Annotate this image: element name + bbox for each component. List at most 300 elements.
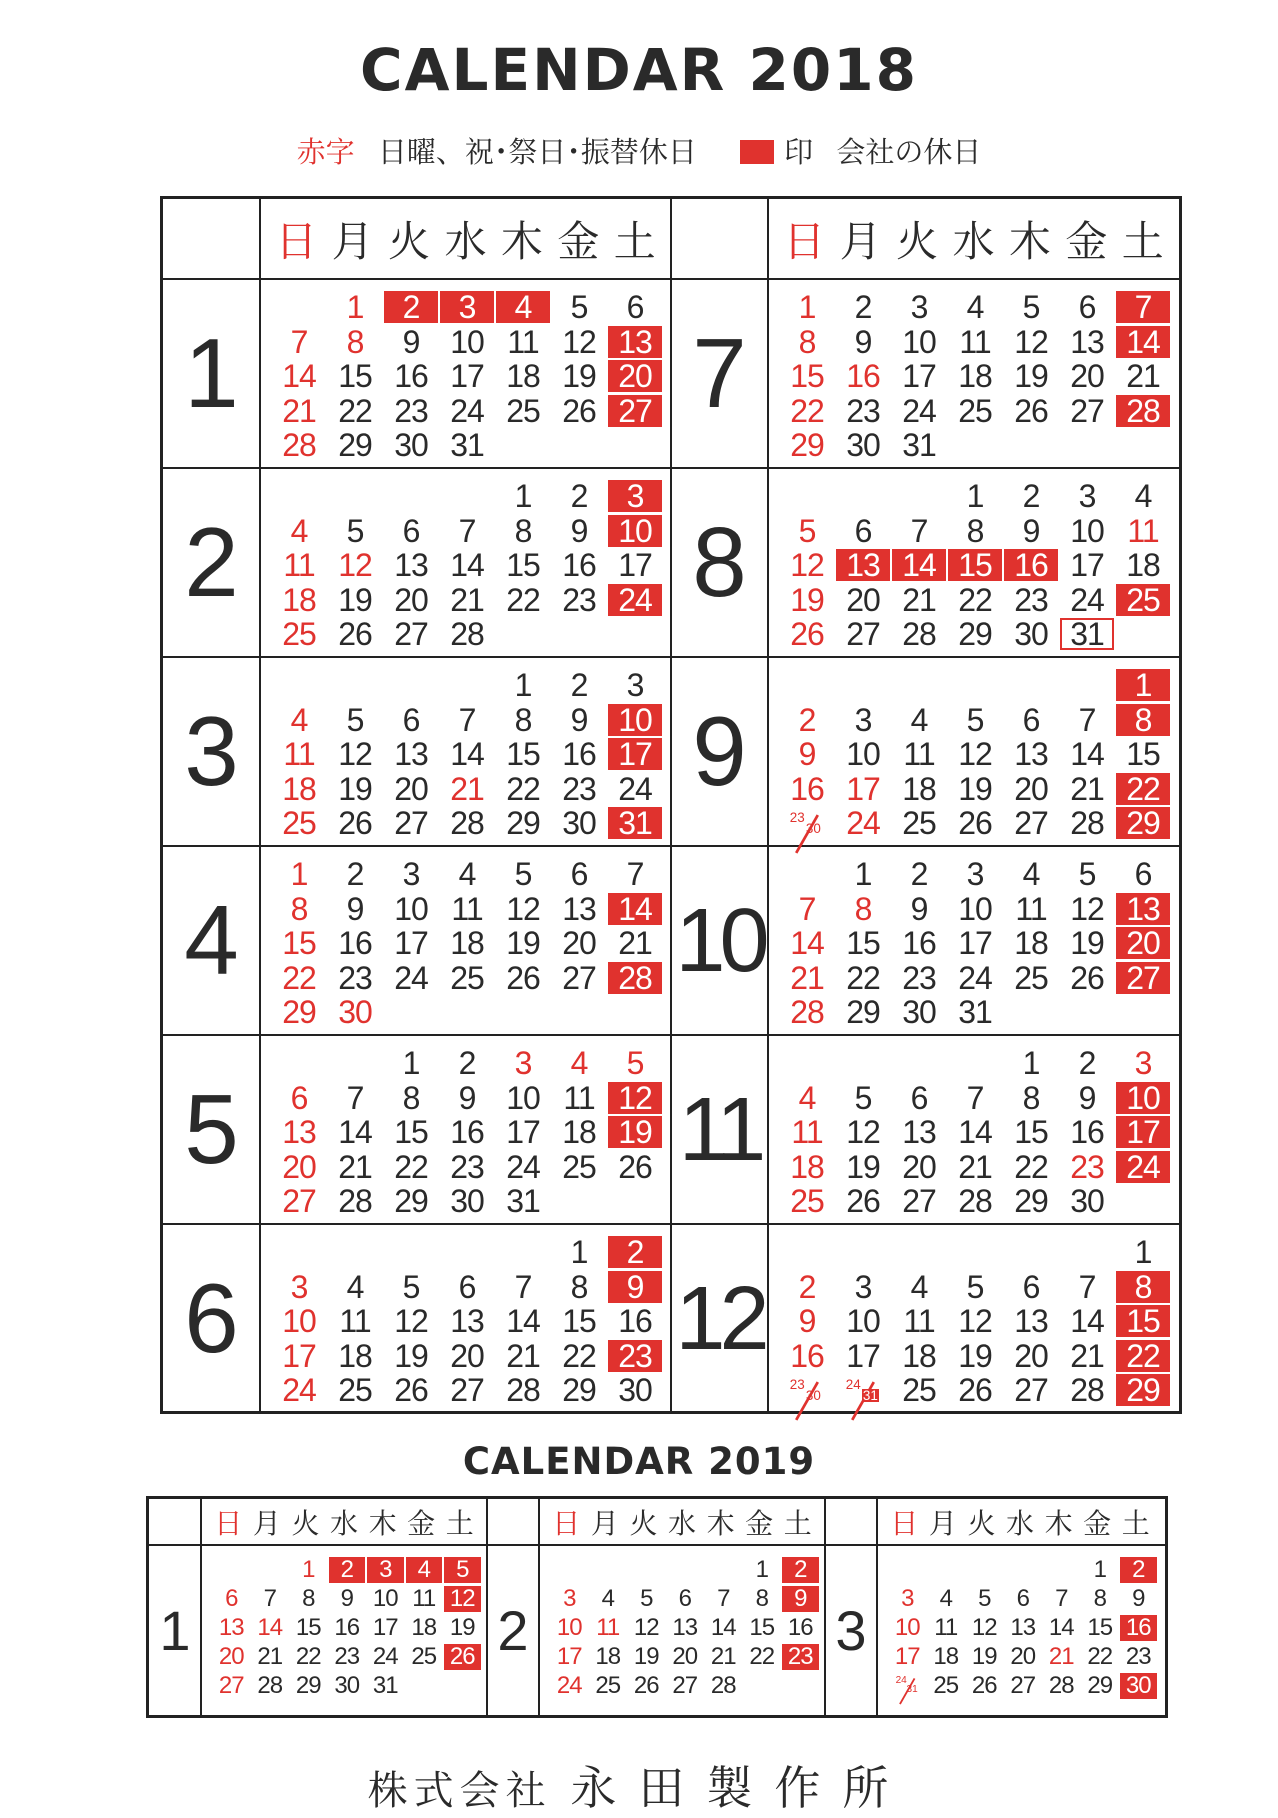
calendar-day: 23 — [1014, 581, 1048, 618]
calendar-day: 28 — [450, 616, 484, 652]
calendar-day: 18 — [1126, 547, 1160, 583]
legend-box-label: 印 — [784, 135, 814, 169]
calendar-day: 4 — [346, 1268, 364, 1305]
calendar-day: 22 — [846, 959, 880, 996]
calendar-day: 6 — [910, 1079, 928, 1116]
calendar-day: 19 — [338, 581, 372, 618]
calendar-day: 27 — [562, 959, 596, 996]
holiday-day: 29 — [790, 427, 824, 463]
calendar-day: 22 — [394, 1148, 428, 1185]
holiday-day: 20 — [218, 1643, 244, 1670]
weekday-label: 金 — [557, 217, 600, 266]
company-holiday-day: 10 — [608, 704, 662, 736]
month-number: 8 — [692, 507, 747, 617]
calendar-day: 19 — [633, 1643, 659, 1670]
calendar-day: 29 — [846, 994, 880, 1030]
calendar-day: 8 — [966, 512, 984, 549]
holiday-day: 21 — [282, 392, 316, 429]
calendar-day: 1 — [1093, 1556, 1106, 1583]
calendar-day: 3 — [854, 1268, 872, 1305]
holiday-day: 10 — [894, 1614, 920, 1641]
calendar-day: 7 — [458, 512, 476, 549]
calendar-day: 25 — [958, 392, 992, 429]
calendar-day: 21 — [257, 1643, 283, 1670]
calendar-day: 12 — [958, 736, 992, 772]
month-number: 3 — [184, 696, 239, 806]
holiday-day: 11 — [1127, 512, 1159, 549]
calendar-day: 21 — [506, 1337, 540, 1374]
holiday-day: 17 — [556, 1643, 582, 1670]
calendar-day: 12 — [394, 1303, 428, 1339]
calendar-day: 17 — [958, 925, 992, 961]
calendar-day: 7 — [1078, 1268, 1096, 1305]
combined-day-upper: 24 — [845, 1376, 861, 1392]
calendar-day: 31 — [1060, 618, 1114, 650]
holiday-day: 30 — [338, 994, 372, 1030]
weekday-header — [885, 1499, 1155, 1545]
holiday-day: 15 — [790, 358, 824, 394]
calendar-day: 17 — [450, 358, 484, 394]
calendar-day: 16 — [338, 925, 372, 961]
calendar-day: 23 — [846, 392, 880, 429]
company-holiday-day: 14 — [1116, 326, 1170, 358]
company-holiday-day: 3 — [367, 1557, 404, 1583]
company-holiday-day: 2 — [782, 1557, 819, 1583]
holiday-day: 25 — [282, 616, 316, 652]
calendar-day: 26 — [633, 1672, 659, 1699]
calendar-day: 30 — [562, 805, 596, 841]
calendar-day: 18 — [595, 1643, 621, 1670]
calendar-day: 4 — [910, 701, 928, 738]
calendar-day: 25 — [1014, 959, 1048, 996]
calendar-day: 18 — [902, 770, 936, 807]
company-holiday-day: 25 — [1116, 584, 1170, 616]
company-holiday-day: 29 — [1116, 807, 1170, 839]
calendar-day: 27 — [846, 616, 880, 652]
calendar-day: 25 — [595, 1672, 621, 1699]
calendar-day: 23 — [562, 770, 596, 807]
company-holiday-day: 22 — [1116, 1340, 1170, 1372]
calendar-day: 11 — [507, 323, 539, 360]
company-holiday-day: 19 — [608, 1116, 662, 1148]
calendar-day: 22 — [562, 1337, 596, 1374]
legend — [0, 130, 1278, 171]
holiday-day: 7 — [798, 890, 816, 927]
company-prefix: 株式会社 — [367, 1768, 552, 1814]
company-holiday-day: 29 — [1116, 1374, 1170, 1406]
weekday-label: 月 — [839, 217, 882, 266]
calendar-day: 27 — [1014, 805, 1048, 841]
calendar-day: 29 — [1014, 1183, 1048, 1219]
weekday-label: 月 — [928, 1507, 957, 1540]
calendar-day: 2 — [346, 856, 364, 892]
calendar-day: 12 — [562, 323, 596, 360]
calendar-day: 6 — [1134, 856, 1152, 892]
calendar-day: 12 — [971, 1614, 997, 1641]
calendar-day: 1 — [854, 856, 872, 892]
calendar-day: 2 — [854, 289, 872, 325]
calendar-day: 15 — [1014, 1114, 1048, 1150]
holiday-day: 28 — [282, 427, 316, 463]
calendar-day: 1 — [514, 667, 532, 703]
calendar-day: 26 — [506, 959, 540, 996]
calendar-day: 6 — [402, 701, 420, 738]
combined-day-lower: 30 — [805, 820, 821, 836]
calendar-day: 16 — [334, 1614, 360, 1641]
calendar-day: 6 — [1016, 1585, 1029, 1612]
calendar-day: 17 — [902, 358, 936, 394]
calendar-day: 3 — [402, 856, 420, 892]
month-number: 7 — [692, 318, 747, 428]
calendar-day: 25 — [411, 1643, 437, 1670]
calendar-day: 20 — [846, 581, 880, 618]
holiday-day: 3 — [1134, 1045, 1152, 1081]
calendar-2019-grid — [146, 1496, 1168, 1718]
calendar-day: 5 — [966, 701, 984, 738]
calendar-day: 23 — [334, 1643, 360, 1670]
holiday-day: 5 — [626, 1045, 644, 1081]
holiday-day: 16 — [846, 358, 880, 394]
calendar-day: 2 — [570, 667, 588, 703]
holiday-day: 9 — [798, 1303, 816, 1339]
calendar-day: 13 — [1014, 736, 1048, 772]
holiday-day: 14 — [257, 1614, 283, 1641]
calendar-day: 24 — [372, 1643, 398, 1670]
holiday-day: 16 — [790, 770, 824, 807]
calendar-day: 1 — [1134, 1234, 1152, 1270]
calendar-day: 16 — [394, 358, 428, 394]
calendar-day: 16 — [1070, 1114, 1104, 1150]
calendar-day: 28 — [710, 1672, 736, 1699]
calendar-day: 26 — [394, 1372, 428, 1408]
calendar-day: 22 — [295, 1643, 321, 1670]
calendar-day: 23 — [1125, 1643, 1151, 1670]
calendar-day: 8 — [1022, 1079, 1040, 1116]
calendar-day: 1 — [755, 1556, 768, 1583]
calendar-day: 10 — [394, 890, 428, 927]
holiday-day: 12 — [790, 547, 824, 583]
legend-red-box-swatch — [740, 140, 774, 164]
calendar-day: 27 — [394, 805, 428, 841]
calendar-day: 24 — [506, 1148, 540, 1185]
calendar-day: 26 — [846, 1183, 880, 1219]
holiday-day: 13 — [282, 1114, 316, 1150]
holiday-day: 23 — [1070, 1148, 1104, 1185]
calendar-day: 30 — [1070, 1183, 1104, 1219]
weekday-label: 日 — [275, 217, 318, 266]
calendar-day: 6 — [1022, 701, 1040, 738]
calendar-day: 26 — [338, 805, 372, 841]
company-holiday-day: 10 — [1116, 1082, 1170, 1114]
calendar-day: 27 — [672, 1672, 698, 1699]
legend-red-text-label: 赤字 — [296, 135, 355, 169]
calendar-day: 19 — [338, 770, 372, 807]
legend-red-text-desc: 日曜、祝･祭日･振替休日 — [377, 135, 697, 169]
calendar-day: 9 — [1132, 1585, 1145, 1612]
calendar-day: 30 — [846, 427, 880, 463]
calendar-day: 25 — [902, 805, 936, 841]
calendar-day: 9 — [570, 512, 588, 549]
calendar-day: 30 — [618, 1372, 652, 1408]
calendar-day: 20 — [1014, 770, 1048, 807]
holiday-day: 3 — [901, 1585, 914, 1612]
calendar-day: 26 — [1014, 392, 1048, 429]
calendar-day: 9 — [1078, 1079, 1096, 1116]
holiday-day: 24 — [556, 1672, 582, 1699]
calendar-day: 8 — [302, 1585, 315, 1612]
calendar-day: 19 — [846, 1148, 880, 1185]
calendar-day: 1 — [570, 1234, 588, 1270]
calendar-day: 4 — [458, 856, 476, 892]
holiday-day: 15 — [282, 925, 316, 961]
calendar-day: 26 — [562, 392, 596, 429]
holiday-day: 28 — [790, 994, 824, 1030]
calendar-day: 5 — [1022, 289, 1040, 325]
calendar-day: 14 — [710, 1614, 736, 1641]
holiday-day: 11 — [791, 1114, 823, 1150]
calendar-day: 5 — [640, 1585, 653, 1612]
holiday-day: 1 — [302, 1556, 315, 1583]
calendar-day: 26 — [971, 1672, 997, 1699]
calendar-day: 6 — [1078, 289, 1096, 325]
holiday-day: 21 — [1048, 1643, 1074, 1670]
weekday-label: 水 — [444, 217, 487, 266]
month-number: 1 — [159, 1598, 191, 1662]
weekday-label: 日 — [214, 1507, 243, 1540]
company-holiday-day: 27 — [1116, 962, 1170, 994]
calendar-day: 6 — [1022, 1268, 1040, 1305]
company-holiday-day: 15 — [1116, 1305, 1170, 1337]
calendar-day: 5 — [346, 701, 364, 738]
calendar-day: 13 — [902, 1114, 936, 1150]
calendar-day: 7 — [263, 1585, 276, 1612]
holiday-day: 3 — [290, 1268, 308, 1305]
calendar-day: 17 — [1070, 547, 1104, 583]
calendar-day: 6 — [678, 1585, 691, 1612]
calendar-day: 5 — [402, 1268, 420, 1305]
calendar-day: 11 — [339, 1303, 371, 1339]
calendar-day: 12 — [958, 1303, 992, 1339]
holiday-day: 1 — [290, 856, 308, 892]
calendar-day: 7 — [626, 856, 644, 892]
calendar-day: 14 — [506, 1303, 540, 1339]
calendar-day: 19 — [958, 1337, 992, 1374]
calendar-day: 9 — [402, 323, 420, 360]
calendar-day: 10 — [902, 323, 936, 360]
calendar-day: 29 — [394, 1183, 428, 1219]
holiday-day: 8 — [290, 890, 308, 927]
month-number: 6 — [184, 1263, 239, 1373]
holiday-day: 11 — [596, 1614, 620, 1641]
calendar-day: 10 — [506, 1079, 540, 1116]
calendar-day: 19 — [449, 1614, 475, 1641]
calendar-day: 24 — [958, 959, 992, 996]
calendar-day: 27 — [450, 1372, 484, 1408]
calendar-day: 1 — [966, 478, 984, 514]
calendar-day: 23 — [450, 1148, 484, 1185]
company-holiday-day: 20 — [608, 360, 662, 392]
calendar-day: 16 — [450, 1114, 484, 1150]
weekday-label: 火 — [629, 1507, 658, 1540]
weekday-header — [776, 199, 1171, 279]
weekday-label: 木 — [1008, 217, 1051, 266]
calendar-day: 14 — [1070, 1303, 1104, 1339]
company-holiday-day: 24 — [1116, 1151, 1170, 1183]
calendar-day: 18 — [902, 1337, 936, 1374]
company-holiday-day: 2 — [384, 291, 438, 323]
calendar-day: 21 — [958, 1148, 992, 1185]
calendar-day: 22 — [506, 770, 540, 807]
calendar-day: 21 — [338, 1148, 372, 1185]
calendar-day: 13 — [672, 1614, 698, 1641]
calendar-day: 5 — [570, 289, 588, 325]
calendar-day: 12 — [506, 890, 540, 927]
holiday-day: 4 — [290, 512, 308, 549]
holiday-day: 27 — [282, 1183, 316, 1219]
calendar-day: 18 — [562, 1114, 596, 1150]
calendar-day: 20 — [394, 770, 428, 807]
calendar-day: 15 — [749, 1614, 775, 1641]
company-holiday-day: 22 — [1116, 773, 1170, 805]
calendar-day: 29 — [338, 427, 372, 463]
holiday-day: 17 — [282, 1337, 316, 1374]
calendar-day: 21 — [710, 1643, 736, 1670]
calendar-day: 4 — [1022, 856, 1040, 892]
holiday-day: 8 — [346, 323, 364, 360]
weekday-label: 木 — [1044, 1507, 1073, 1540]
calendar-day: 2 — [1022, 478, 1040, 514]
company-holiday-day: 28 — [608, 962, 662, 994]
calendar-day: 23 — [902, 959, 936, 996]
calendar-day: 11 — [959, 323, 991, 360]
calendar-day: 8 — [755, 1585, 768, 1612]
calendar-day: 30 — [450, 1183, 484, 1219]
calendar-day: 24 — [450, 392, 484, 429]
calendar-day: 1 — [1022, 1045, 1040, 1081]
month-number: 3 — [835, 1598, 867, 1662]
weekday-label: 日 — [783, 217, 826, 266]
holiday-day: 6 — [225, 1585, 238, 1612]
calendar-day: 9 — [346, 890, 364, 927]
calendar-day: 30 — [334, 1672, 360, 1699]
calendar-day: 31 — [506, 1183, 540, 1219]
calendar-day: 26 — [1070, 959, 1104, 996]
month-number: 9 — [692, 696, 747, 806]
company-holiday-day: 31 — [608, 807, 662, 839]
calendar-day: 11 — [934, 1614, 958, 1641]
holiday-day: 25 — [790, 1183, 824, 1219]
calendar-day: 13 — [1070, 323, 1104, 360]
calendar-day: 29 — [1087, 1672, 1113, 1699]
holiday-day: 2 — [798, 701, 816, 738]
calendar-day: 19 — [958, 770, 992, 807]
calendar-day: 15 — [562, 1303, 596, 1339]
month-number: 11 — [678, 1078, 761, 1180]
weekday-label: 金 — [745, 1507, 774, 1540]
calendar-day: 21 — [1126, 358, 1160, 394]
holiday-day: 3 — [514, 1045, 532, 1081]
calendar-day: 18 — [338, 1337, 372, 1374]
calendar-day: 28 — [902, 616, 936, 652]
holiday-day: 17 — [894, 1643, 920, 1670]
company-holiday-day: 13 — [608, 326, 662, 358]
company-holiday-day: 15 — [948, 549, 1002, 581]
calendar-day: 21 — [1070, 1337, 1104, 1374]
combined-day — [836, 1374, 890, 1406]
calendar-day: 29 — [958, 616, 992, 652]
company-holiday-day: 4 — [406, 1557, 443, 1583]
combined-day-upper: 23 — [789, 809, 805, 825]
calendar-day: 16 — [562, 547, 596, 583]
calendar-day: 7 — [346, 1079, 364, 1116]
calendar-day: 12 — [1014, 323, 1048, 360]
company-holiday-day: 23 — [782, 1644, 819, 1670]
calendar-day: 9 — [570, 701, 588, 738]
holiday-day: 24 — [282, 1372, 316, 1408]
calendar-day: 26 — [338, 616, 372, 652]
holiday-day: 8 — [798, 323, 816, 360]
holiday-day: 18 — [282, 770, 316, 807]
holiday-day: 4 — [290, 701, 308, 738]
calendar-day: 2 — [910, 856, 928, 892]
company-name: 永田製作所 — [570, 1761, 911, 1815]
calendar-day: 19 — [506, 925, 540, 961]
holiday-day: 7 — [290, 323, 308, 360]
holiday-day: 22 — [790, 392, 824, 429]
calendar-day: 19 — [562, 358, 596, 394]
holiday-day: 4 — [798, 1079, 816, 1116]
calendar-day: 8 — [514, 701, 532, 738]
holiday-day: 27 — [218, 1672, 244, 1699]
company-holiday-day: 2 — [329, 1557, 366, 1583]
calendar-day: 5 — [978, 1585, 991, 1612]
calendar-day: 21 — [902, 581, 936, 618]
calendar-day: 15 — [506, 547, 540, 583]
company-holiday-day: 24 — [608, 584, 662, 616]
calendar-day: 14 — [958, 1114, 992, 1150]
weekday-header — [547, 1499, 817, 1545]
calendar-day: 15 — [295, 1614, 321, 1641]
calendar-day: 8 — [402, 1079, 420, 1116]
calendar-day: 22 — [506, 581, 540, 618]
company-holiday-day: 8 — [1116, 1271, 1170, 1303]
company-holiday-day: 30 — [1120, 1673, 1157, 1699]
weekday-label: 土 — [783, 1507, 812, 1540]
calendar-day: 10 — [372, 1585, 398, 1612]
month-number: 5 — [184, 1074, 239, 1184]
calendar-day: 3 — [910, 289, 928, 325]
calendar-day: 14 — [1048, 1614, 1074, 1641]
company-holiday-day: 27 — [608, 395, 662, 427]
holiday-day: 26 — [790, 616, 824, 652]
calendar-day: 16 — [618, 1303, 652, 1339]
calendar-day: 8 — [1093, 1585, 1106, 1612]
calendar-day: 3 — [854, 701, 872, 738]
calendar-day: 30 — [394, 427, 428, 463]
calendar-day: 20 — [394, 581, 428, 618]
calendar-day: 24 — [1070, 581, 1104, 618]
holiday-day: 12 — [338, 547, 372, 583]
calendar-day: 27 — [394, 616, 428, 652]
combined-day — [889, 1673, 926, 1699]
weekday-label: 水 — [330, 1507, 359, 1540]
month-number: 2 — [497, 1598, 529, 1662]
company-holiday-day: 26 — [444, 1644, 481, 1670]
holiday-day: 20 — [282, 1148, 316, 1185]
calendar-day: 12 — [846, 1114, 880, 1150]
legend-box-desc: 会社の休日 — [836, 135, 982, 169]
combined-day — [780, 807, 834, 839]
